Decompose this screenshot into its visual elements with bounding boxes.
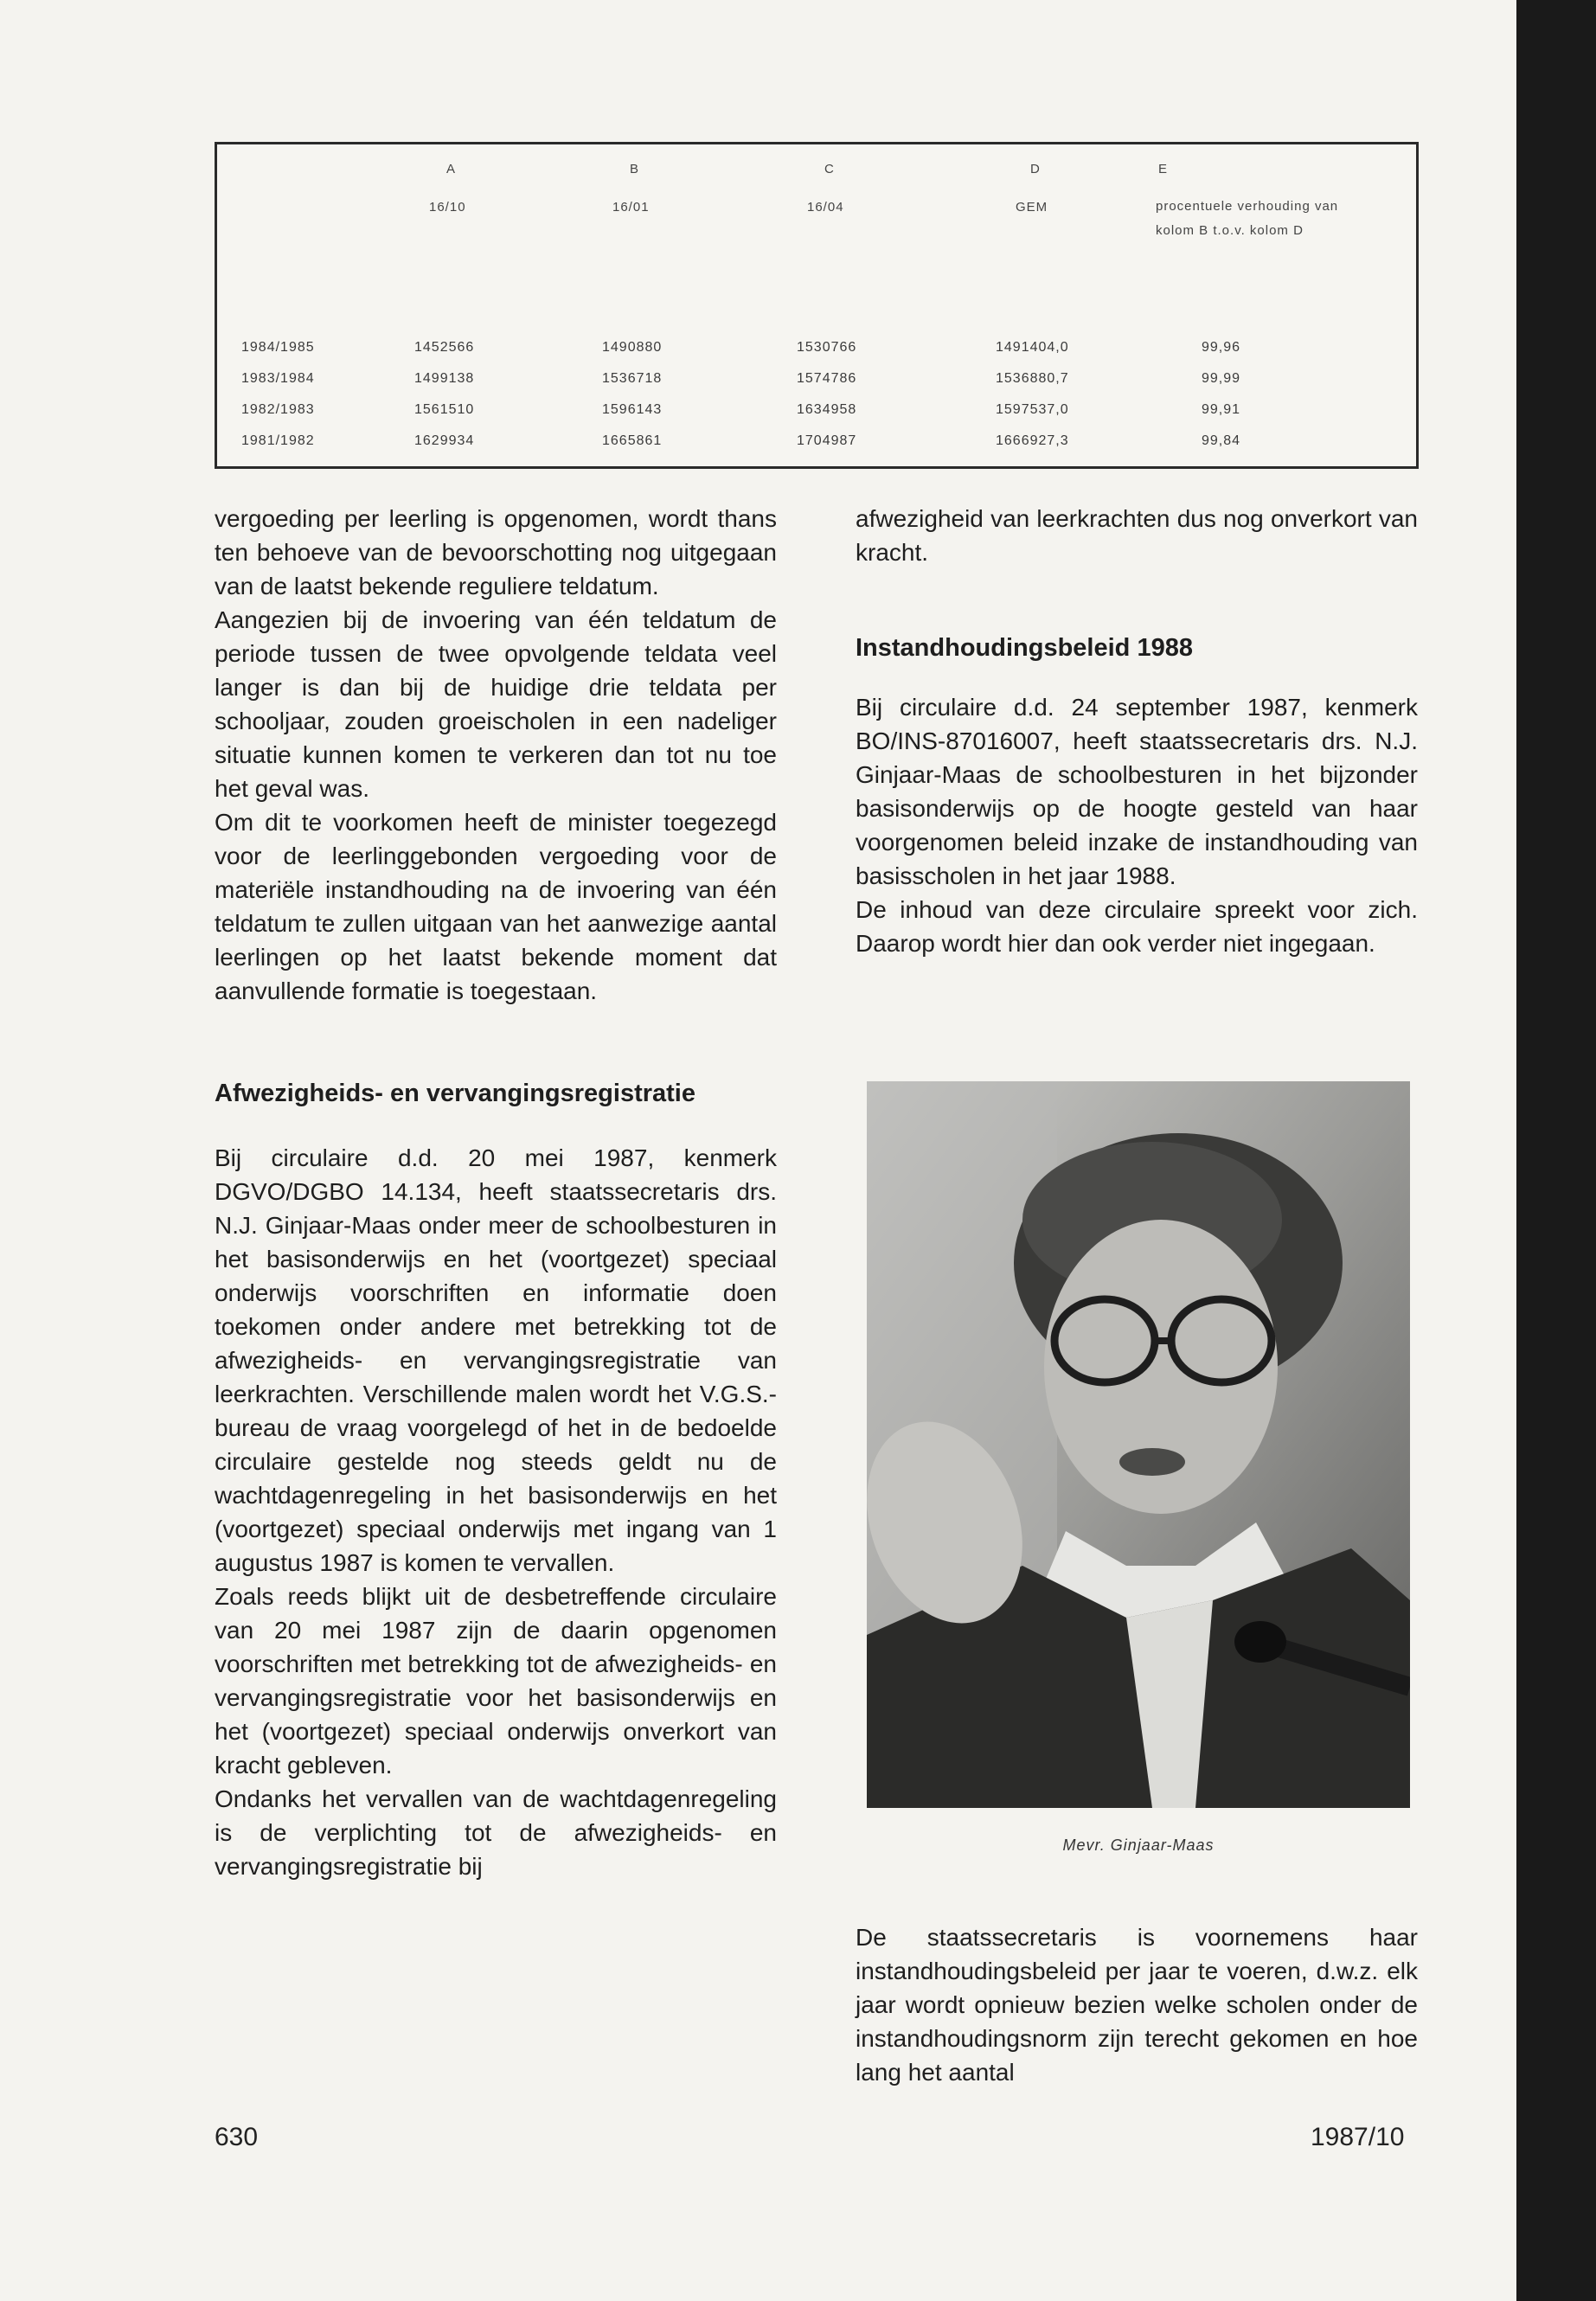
page-number: 630: [215, 2123, 259, 2151]
col-b-letter: B: [630, 162, 640, 176]
cell-e: 99,96: [1202, 340, 1241, 355]
body-paragraph: vergoeding per leerling is opgenomen, wordt thans ten behoeve van de bevoorschotting nog uitgegaan van de laatst bekende reguliere teldatum.: [215, 505, 777, 599]
col-d-letter: D: [1030, 162, 1041, 176]
portrait-image: [867, 1081, 1410, 1808]
col-b-date: 16/01: [612, 200, 650, 215]
col-e-description: procentuele verhouding van kolom B t.o.v. kolom D: [1156, 199, 1339, 238]
col-a-letter: A: [446, 162, 457, 176]
body-paragraph: Ondanks het vervallen van de wachtdagenregeling is de verplichting tot de afwezigheids- en vervangingsregistratie bij: [215, 1785, 777, 1880]
cell-d: 1491404,0: [996, 340, 1069, 355]
row-year: 1982/1983: [241, 402, 315, 417]
cell-c: 1634958: [797, 402, 857, 417]
cell-c: 1530766: [797, 340, 857, 355]
cell-d: 1666927,3: [996, 433, 1069, 448]
cell-e: 99,84: [1202, 433, 1241, 448]
right-column-continued: [856, 1920, 1418, 2089]
photo-caption: Mevr. Ginjaar-Maas: [1062, 1836, 1215, 1854]
page-left-margin: [0, 0, 93, 2301]
row-year: 1984/1985: [241, 340, 315, 355]
body-paragraph: De staatssecretaris is voornemens haar instandhoudingsbeleid per jaar te voeren, d.w.z. elk jaar wordt opnieuw bezien welke scholen onder de instandhoudingsnorm zijn terecht gekomen en hoe lang het aantal: [856, 1924, 1418, 2086]
cell-a: 1561510: [414, 402, 475, 417]
section-heading: Afwezigheids- en vervangingsregistratie: [215, 1080, 695, 1107]
issue-number: 1987/10: [1311, 2123, 1405, 2151]
cell-b: 1665861: [602, 433, 663, 448]
body-paragraph: De inhoud van deze circulaire spreekt voor zich. Daarop wordt hier dan ook verder niet ingegaan.: [856, 896, 1418, 957]
col-d-date: GEM: [1016, 200, 1048, 215]
statistics-table: [215, 142, 1419, 469]
table-row: [217, 340, 1416, 369]
col-c-date: 16/04: [807, 200, 844, 215]
cell-d: 1597537,0: [996, 402, 1069, 417]
cell-a: 1629934: [414, 433, 475, 448]
col-c-letter: C: [824, 162, 835, 176]
cell-d: 1536880,7: [996, 371, 1069, 386]
table-row: [217, 402, 1416, 432]
table-row: [217, 433, 1416, 463]
body-paragraph: Om dit te voorkomen heeft de minister toegezegd voor de leerlinggebonden vergoeding voor de materiële instandhouding na de invoering van één teldatum te zullen uitgaan van het aanwezige aantal leerlingen op het laatst bekende moment dat aanvullende formatie is toegestaan.: [215, 809, 777, 1004]
body-paragraph: Zoals reeds blijkt uit de desbetreffende circulaire van 20 mei 1987 zijn de daarin opgenomen voorschriften met betrekking tot de afwezigheids- en vervangingsregistratie voor het basisonderwijs en het (voortgezet) speciaal onderwijs onverkort van kracht gebleven.: [215, 1583, 777, 1779]
col-e-letter: E: [1158, 162, 1169, 176]
right-column: [856, 502, 1418, 960]
body-paragraph: afwezigheid van leerkrachten dus nog onverkort van kracht.: [856, 505, 1418, 566]
table-row: [217, 371, 1416, 401]
body-paragraph: Bij circulaire d.d. 20 mei 1987, kenmerk DGVO/DGBO 14.134, heeft staatssecretaris drs. N.J. Ginjaar-Maas onder meer de schoolbesturen in het basisonderwijs en het (voortgezet) speciaal onderwijs voorschriften en informatie doen toekomen onder andere met betrekking tot de afwezigheids- en vervangingsregistratie van leerkrachten. Verschillende malen wordt het V.G.S.-bureau de vraag voorgelegd of het in de bedoelde circulaire gestelde nog steeds geldt nu de wachtdagenregeling in het basisonderwijs en het (voortgezet) speciaal onderwijs met ingang van 1 augustus 1987 is komen te vervallen.: [215, 1144, 777, 1576]
cell-b: 1596143: [602, 402, 663, 417]
body-paragraph: Bij circulaire d.d. 24 september 1987, kenmerk BO/INS-87016007, heeft staatssecretaris drs. N.J. Ginjaar-Maas de schoolbesturen in het bijzonder basisonderwijs op de hoogte gesteld van haar voorgenomen beleid inzake de instandhouding van basisscholen in het jaar 1988.: [856, 694, 1418, 889]
body-paragraph: Aangezien bij de invoering van één teldatum de periode tussen de twee opvolgende teldata veel langer is dan bij de huidige drie teldata per schooljaar, zouden groeischolen in een nadeliger situatie kunnen komen te verkeren dan tot nu toe het geval was.: [215, 606, 777, 802]
cell-b: 1490880: [602, 340, 663, 355]
col-a-date: 16/10: [429, 200, 466, 215]
cell-c: 1574786: [797, 371, 857, 386]
left-column: [215, 502, 777, 1883]
portrait-photo: [867, 1081, 1410, 1808]
cell-c: 1704987: [797, 433, 857, 448]
row-year: 1983/1984: [241, 371, 315, 386]
cell-a: 1452566: [414, 340, 475, 355]
cell-e: 99,91: [1202, 402, 1241, 417]
section-heading: Instandhoudingsbeleid 1988: [856, 634, 1193, 662]
cell-e: 99,99: [1202, 371, 1241, 386]
cell-b: 1536718: [602, 371, 663, 386]
cell-a: 1499138: [414, 371, 475, 386]
row-year: 1981/1982: [241, 433, 315, 448]
